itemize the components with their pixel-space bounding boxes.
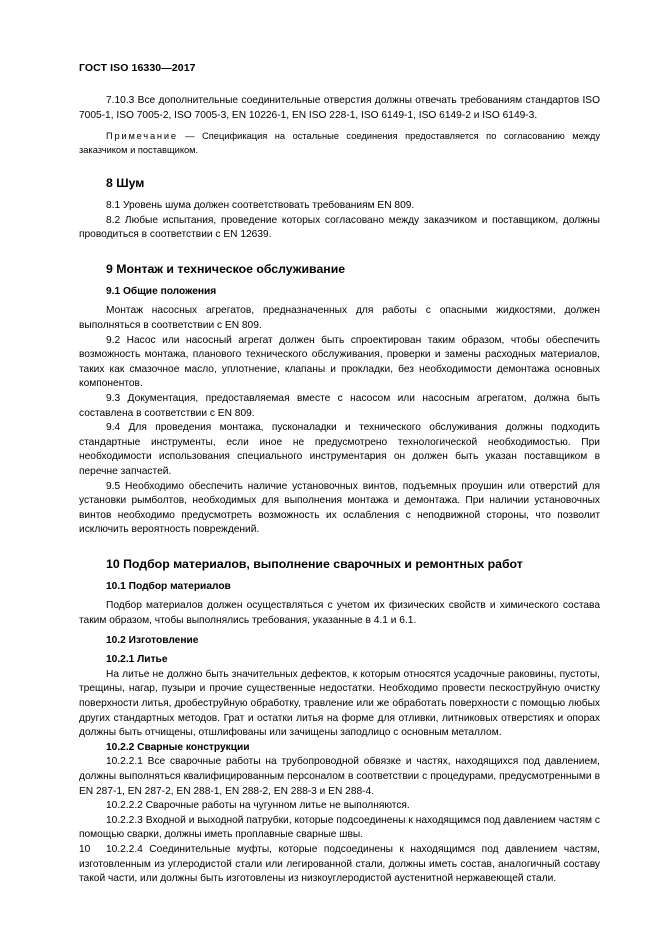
paragraph-9-2: 9.2 Насос или насосный агрегат должен быть спроектирован таким образом, чтобы обеспечить возможность монтажа, планового технического обслуживания, проверки и замены расходных материалов, таких как смазочное масло, уплотнение, клапаны и прокладки, без необходимости демонтажа основных компонентов. bbox=[79, 334, 600, 390]
subsection-10-1-title: 10.1 Подбор материалов bbox=[106, 580, 231, 592]
paragraph-10-2-1: На литье не должно быть значительных дефектов, к которым относятся усадочные раковины, пустоты, трещины, нагар, пузыри и прочие существенные недостатки. Необходимо провести пескоструйную очистку поверхности литья, дробеструйную обработку, травление или же обработать поверхности с помощью любых других стандартных методов. Грат и остатки литья на форме для отливки, литниковых отверстиях и опорах должны быть отчищены, отшлифованы или зачищены заподлицо с основным металлом. bbox=[79, 668, 600, 739]
paragraph-8-2: 8.2 Любые испытания, проведение которых согласовано между заказчиком и поставщиком, должны проводиться в соответствии с EN 12639. bbox=[79, 214, 600, 241]
paragraph-10-2-2-1: 10.2.2.1 Все сварочные работы на трубопроводной обвязке и частях, находящихся под давлением, должны выполняться квалифицированным персоналом в соответствии с процедурами, предусмотренными в EN 287-1, EN 287-2, EN 288-1, EN 288-2, EN 288-3 и EN 288-4. bbox=[79, 756, 600, 797]
paragraph-9-1: Монтаж насосных агрегатов, предназначенных для работы с опасными жидкостями, должен выполняться в соответствии с EN 809. bbox=[79, 305, 600, 331]
section-9-title: 9 Монтаж и техническое обслуживание bbox=[106, 261, 346, 276]
paragraph-10-2-2-3: 10.2.2.3 Входной и выходной патрубки, которые подсоединены к находящимся под давлением частям с помощью сварки, должны иметь проплавные сварные швы. bbox=[79, 814, 600, 841]
paragraph-8-1: 8.1 Уровень шума должен соответствовать требованиям EN 809. bbox=[106, 200, 415, 211]
subsection-10-2-1-title: 10.2.1 Литье bbox=[106, 654, 168, 666]
subsection-10-2-2-title: 10.2.2 Сварные конструкции bbox=[106, 741, 250, 753]
section-10-title: 10 Подбор материалов, выполнение сварочных и ремонтных работ bbox=[106, 556, 523, 571]
subsection-9-1-title: 9.1 Общие положения bbox=[106, 285, 217, 297]
standard-header: ГОСТ ISO 16330—2017 bbox=[79, 62, 196, 74]
note bbox=[79, 130, 600, 157]
paragraph-10-2-2-4: 10.2.2.4 Соединительные муфты, которые подсоединены к находящимся под давлением частям, изготовленным из углеродистой стали или легированной стали, должны иметь состав, аналогичный составу такой части, или должны быть изготовлены из низкоуглеродистой аустенитной нержавеющей стали. bbox=[79, 843, 600, 885]
section-8-title: 8 Шум bbox=[106, 176, 145, 190]
paragraph-7-10-3: 7.10.3 Все дополнительные соединительные отверстия должны отвечать требованиям стандартов ISO 7005-1, ISO 7005-2, ISO 7005-3, EN 10226-1, EN ISO 228-1, ISO 6149-1, ISO 6149-2 и ISO 6149-3. bbox=[79, 95, 600, 121]
note-label: Примечание bbox=[106, 131, 178, 142]
paragraph-9-4: 9.4 Для проведения монтажа, пусконаладки и технического обслуживания должны подходить стандартные инструменты, если иное не предусмотрено технологической необходимостью. При необходимости использования специального инструментария он должен быть указан поставщиком в перечне запчастей. bbox=[79, 422, 600, 477]
paragraph-10-1: Подбор материалов должен осуществляться с учетом их физических свойств и химического состава таким образом, чтобы выполнялись требования, указанные в 4.1 и 6.1. bbox=[79, 600, 600, 627]
paragraph-10-2-2-2: 10.2.2.2 Сварочные работы на чугунном литье не выполняются. bbox=[106, 800, 410, 812]
note-text: — Спецификация на остальные соединения предоставляется по согласованию между заказчиком и поставщиком. bbox=[79, 131, 600, 155]
document-body bbox=[79, 94, 600, 887]
page-number: 10 bbox=[79, 844, 91, 855]
subsection-10-2-title: 10.2 Изготовление bbox=[106, 634, 199, 646]
paragraph-9-3: 9.3 Документация, предоставляемая вместе с насосом или насосным агрегатом, должна быть составлена в соответствии с EN 809. bbox=[79, 392, 600, 419]
paragraph-9-5: 9.5 Необходимо обеспечить наличие установочных винтов, подъемных проушин или отверстий для установки рымболтов, необходимых для выполнения монтажа и демонтажа. При наличии установочных винтов необходимо предусмотреть возможность их ослабления с неподвижной стороны, что позволит исключить вероятность повреждений. bbox=[79, 480, 600, 536]
